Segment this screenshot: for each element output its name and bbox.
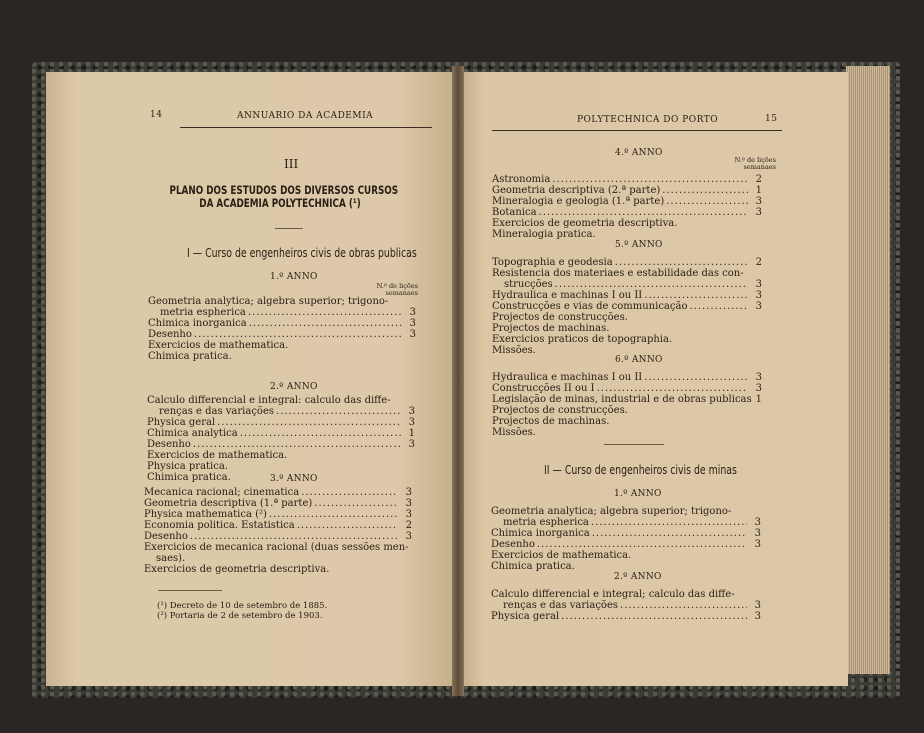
subject-label: strucções	[504, 279, 553, 290]
title-divider	[275, 228, 303, 229]
leader-dots	[552, 174, 748, 185]
lessons-count: 1	[755, 185, 762, 196]
course-title-1: I — Curso de engenheiros civis de obras publicas	[187, 246, 417, 260]
entry-row	[148, 340, 416, 351]
leader-dots	[591, 517, 747, 528]
entry-row	[492, 257, 762, 268]
subject-label: Economia politica. Estatistica	[144, 520, 295, 531]
lessons-count: 3	[405, 531, 412, 542]
entry-row	[492, 405, 762, 416]
subject-label: Physica geral	[147, 417, 216, 428]
entry-row	[492, 416, 762, 427]
entry-row	[503, 600, 761, 611]
lessons-count: 3	[755, 207, 762, 218]
subject-label: Calculo differencial e integral: calculo das diffe-	[147, 395, 391, 406]
leader-dots	[269, 509, 398, 520]
year-heading: 2.º ANNO	[614, 572, 662, 582]
entry-row	[147, 428, 415, 439]
subject-label: Chimica inorganica	[148, 318, 247, 329]
entry-row	[147, 417, 415, 428]
subject-label: Physica mathematica (²)	[144, 509, 267, 520]
subject-label: Astronomia	[492, 174, 551, 185]
leader-dots	[592, 528, 747, 539]
entry-row	[492, 372, 762, 383]
lessons-count: 3	[755, 279, 762, 290]
header-rule-right	[492, 130, 782, 131]
entry-row	[491, 589, 761, 600]
subject-label: Physica geral	[491, 611, 560, 622]
entry-row	[491, 528, 761, 539]
leader-dots	[537, 539, 747, 550]
subject-label: Projectos de construcções.	[492, 405, 628, 416]
subject-label: metria espherica	[503, 517, 589, 528]
leader-dots	[297, 520, 398, 531]
lessons-count: 3	[409, 318, 416, 329]
entry-row	[147, 395, 415, 406]
lessons-count: 3	[408, 417, 415, 428]
leader-dots	[193, 439, 401, 450]
lessons-count: 3	[754, 528, 761, 539]
subject-label: Chimica pratica.	[148, 351, 232, 362]
subject-label: Chimica analytica	[147, 428, 238, 439]
subject-label: Construcções II ou I	[492, 383, 595, 394]
leader-dots	[644, 372, 748, 383]
year-heading: 1.º ANNO	[614, 489, 662, 499]
entry-row	[492, 383, 762, 394]
subject-label: Resistencia dos materiaes e estabilidade das con-	[492, 268, 744, 279]
leader-dots	[644, 290, 748, 301]
subject-label: Topographia e geodesia	[492, 257, 613, 268]
subject-label: Chimica inorganica	[491, 528, 590, 539]
entry-row	[160, 307, 416, 318]
footnote-rule	[158, 590, 222, 591]
entry-row	[147, 439, 415, 450]
entry-row	[492, 312, 762, 323]
entry-row	[492, 196, 762, 207]
leader-dots	[249, 318, 402, 329]
entry-row	[492, 334, 762, 345]
subject-label: Exercicios de mathematica.	[148, 340, 289, 351]
entry-row	[144, 542, 412, 553]
lessons-count: 3	[754, 611, 761, 622]
entry-row	[144, 520, 412, 531]
lessons-count: 3	[405, 487, 412, 498]
entry-row	[148, 329, 416, 340]
column-header: N.º de lições	[734, 156, 776, 164]
lessons-count: 2	[755, 257, 762, 268]
lessons-count: 3	[755, 196, 762, 207]
lessons-count: 3	[405, 498, 412, 509]
lessons-count: 3	[754, 600, 761, 611]
year-heading: 5.º ANNO	[615, 240, 663, 250]
entry-row	[147, 450, 415, 461]
lessons-count: 3	[755, 372, 762, 383]
subject-label: Missões.	[492, 427, 536, 438]
year-heading: 2.º ANNO	[270, 382, 318, 392]
entry-row	[492, 301, 762, 312]
entry-row	[147, 461, 415, 472]
lessons-count: 3	[754, 517, 761, 528]
subject-label: saes).	[156, 553, 186, 564]
lessons-count: 2	[755, 174, 762, 185]
subject-label: Exercicios de mathematica.	[491, 550, 632, 561]
leader-dots	[276, 406, 401, 417]
subject-label: Chimica pratica.	[147, 472, 231, 483]
subject-label: metria espherica	[160, 307, 246, 318]
lessons-count: 1	[408, 428, 415, 439]
entry-row	[492, 323, 762, 334]
leader-dots	[615, 257, 748, 268]
subject-label: Construcções e vias de communicação	[492, 301, 688, 312]
year-heading: 3.º ANNO	[270, 474, 318, 484]
leader-dots	[597, 383, 748, 394]
leader-dots	[689, 301, 748, 312]
lessons-count: 3	[755, 290, 762, 301]
subject-label: Projectos de machinas.	[492, 323, 610, 334]
year-heading: 4.º ANNO	[615, 148, 663, 158]
entry-row	[156, 553, 412, 564]
course-title-2: II — Curso de engenheiros civis de minas	[544, 463, 737, 477]
entry-row	[492, 268, 762, 279]
lessons-count: 2	[405, 520, 412, 531]
subject-label: Hydraulica e machinas I ou II	[492, 372, 643, 383]
lessons-count: 3	[408, 439, 415, 450]
subject-label: Projectos de construcções.	[492, 312, 628, 323]
lessons-count: 3	[755, 383, 762, 394]
footnote-1: (¹) Decreto de 10 de setembro de 1885.	[157, 601, 328, 611]
leader-dots	[194, 329, 402, 340]
subject-label: Legislação de minas, industrial e de obras publicas	[492, 394, 752, 405]
subject-label: Desenho	[144, 531, 188, 542]
leader-dots	[620, 600, 747, 611]
plan-title-line2: DA ACADEMIA POLYTECHNICA (¹)	[199, 196, 361, 210]
year-heading: 1.º ANNO	[270, 272, 318, 282]
entry-row	[503, 517, 761, 528]
leader-dots	[662, 185, 748, 196]
subject-label: Hydraulica e machinas I ou II	[492, 290, 643, 301]
subject-label: renças e das variações	[159, 406, 275, 417]
lessons-count: 3	[755, 301, 762, 312]
subject-label: Physica pratica.	[147, 461, 228, 472]
leader-dots	[217, 417, 401, 428]
leader-dots	[539, 207, 748, 218]
entry-row	[491, 550, 761, 561]
subject-label: Desenho	[148, 329, 192, 340]
leader-dots	[301, 487, 398, 498]
lessons-count: 1	[755, 394, 763, 405]
lessons-count: 3	[405, 509, 412, 520]
section-numeral: III	[284, 157, 299, 171]
entry-row	[148, 351, 416, 362]
lessons-count: 3	[408, 406, 415, 417]
entry-row	[492, 229, 762, 240]
entry-row	[144, 564, 412, 575]
subject-label: Mecanica racional; cinematica	[144, 487, 300, 498]
entry-row	[148, 296, 416, 307]
subject-label: Desenho	[491, 539, 535, 550]
subject-label: Exercicios de mathematica.	[147, 450, 288, 461]
running-head-left: ANNUARIO DA ACADEMIA	[237, 111, 374, 121]
subject-label: Botanica	[492, 207, 537, 218]
entry-row	[491, 506, 761, 517]
leader-dots	[248, 307, 402, 318]
section-divider	[604, 444, 664, 445]
entry-row	[148, 318, 416, 329]
entry-row	[492, 427, 762, 438]
subject-label: Calculo differencial e integral; calculo das diffe-	[491, 589, 735, 600]
leader-dots	[314, 498, 398, 509]
column-header: semanaes	[385, 289, 418, 297]
lessons-count: 3	[754, 539, 761, 550]
subject-label: Desenho	[147, 439, 191, 450]
leader-dots	[666, 196, 748, 207]
entry-row	[144, 498, 412, 509]
left-page	[46, 72, 458, 686]
leader-dots	[190, 531, 398, 542]
running-head-right: POLYTECHNICA DO PORTO	[577, 115, 719, 125]
column-header: N.º de lições	[376, 282, 418, 290]
subject-label: Projectos de machinas.	[492, 416, 610, 427]
subject-label: Geometria analytica; algebra superior; trigono-	[491, 506, 732, 517]
subject-label: Geometria descriptiva (2.ª parte)	[492, 185, 661, 196]
subject-label: Missões.	[492, 345, 536, 356]
subject-label: Exercicios de geometria descriptiva.	[144, 564, 330, 575]
entry-row	[491, 561, 761, 572]
entry-row	[492, 185, 762, 196]
subject-label: Chimica pratica.	[491, 561, 575, 572]
column-header: semanaes	[743, 163, 776, 171]
book-gutter	[452, 66, 464, 696]
entry-row	[144, 531, 412, 542]
subject-label: Exercicios praticos de topographia.	[492, 334, 673, 345]
entry-row	[491, 539, 761, 550]
entry-row	[492, 290, 762, 301]
subject-label: Mineralogia pratica.	[492, 229, 596, 240]
page-edges	[846, 66, 890, 674]
subject-label: Geometria analytica; algebra superior; trigono-	[148, 296, 389, 307]
page-number-right: 15	[765, 114, 778, 124]
leader-dots	[561, 611, 747, 622]
header-rule-left	[180, 127, 432, 128]
entry-row	[159, 406, 415, 417]
entry-row	[492, 207, 762, 218]
entry-row	[504, 279, 762, 290]
plan-title-line1: PLANO DOS ESTUDOS DOS DIVERSOS CURSOS	[169, 183, 399, 197]
subject-label: Exercicios de mecanica racional (duas sessões men-	[144, 542, 409, 553]
entry-row	[492, 394, 762, 405]
leader-dots	[240, 428, 401, 439]
year-heading: 6.º ANNO	[615, 355, 663, 365]
entry-row	[492, 174, 762, 185]
entry-row	[492, 218, 762, 229]
subject-label: renças e das variações	[503, 600, 619, 611]
subject-label: Mineralogia e geologia (1.ª parte)	[492, 196, 665, 207]
lessons-count: 3	[409, 307, 416, 318]
entry-row	[144, 509, 412, 520]
subject-label: Geometria descriptiva (1.ª parte)	[144, 498, 313, 509]
lessons-count: 3	[409, 329, 416, 340]
footnote-2: (²) Portaria de 2 de setembro de 1903.	[157, 611, 323, 621]
leader-dots	[555, 279, 748, 290]
entry-row	[491, 611, 761, 622]
page-number-left: 14	[150, 110, 163, 120]
entry-row	[144, 487, 412, 498]
subject-label: Exercicios de geometria descriptiva.	[492, 218, 678, 229]
